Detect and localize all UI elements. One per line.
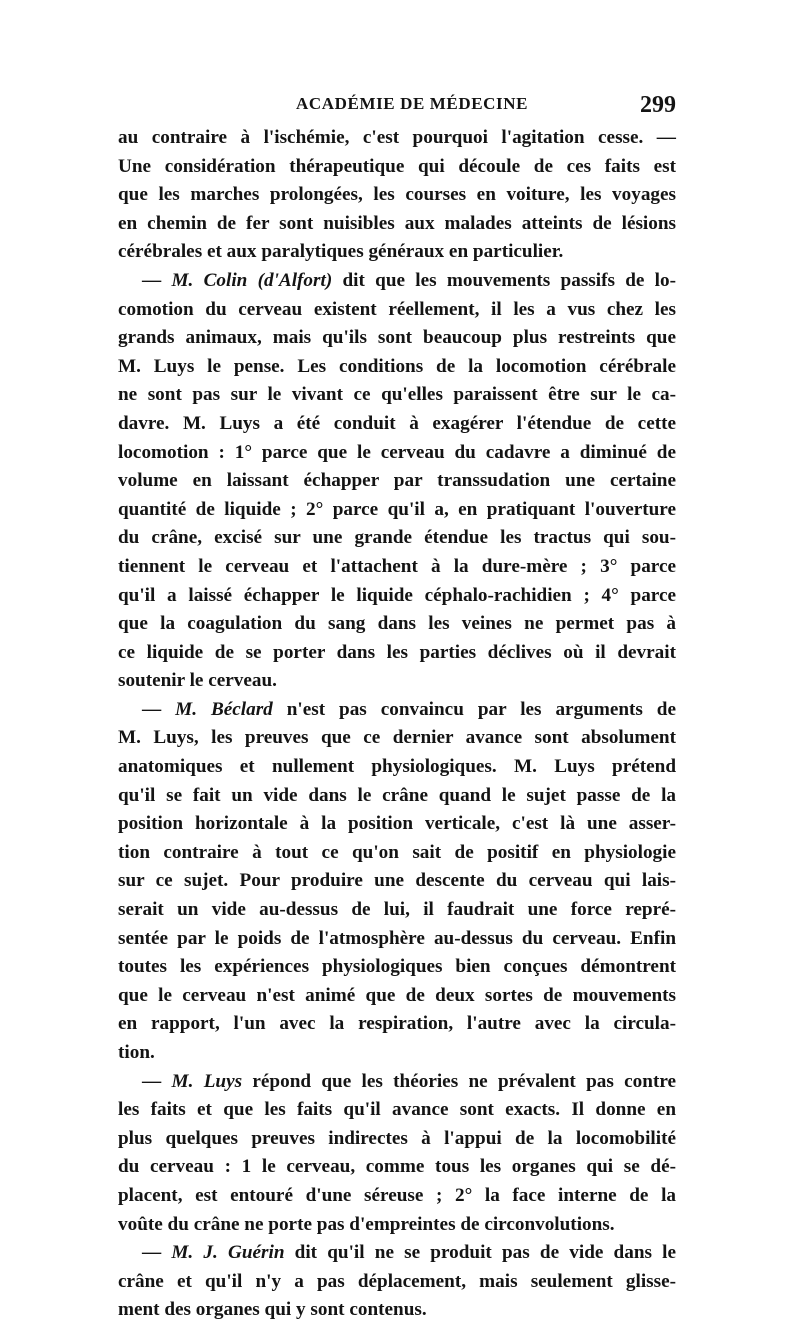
text-line: qu'il a laissé échapper le liquide céphalo-rachidien ; 4° parce bbox=[118, 584, 676, 606]
speaker-name: M. Béclard bbox=[175, 698, 273, 720]
line-rest: dit que les mouvements passifs de lo- bbox=[332, 269, 676, 291]
text-line: au contraire à l'ischémie, c'est pourquoi l'agitation cesse. — bbox=[118, 127, 676, 148]
em-dash: — bbox=[142, 698, 176, 720]
text-line bbox=[118, 1239, 676, 1268]
em-dash: — bbox=[142, 1070, 172, 1092]
text-line: sentée par le poids de l'atmosphère au-dessus du cerveau. Enfin bbox=[118, 927, 676, 949]
text-line bbox=[118, 267, 676, 296]
text-line: en rapport, l'un avec la respiration, l'autre avec la circula- bbox=[118, 1013, 676, 1035]
paragraph-ischemia bbox=[118, 124, 676, 267]
text-line: que le cerveau n'est animé que de deux sortes de mouvements bbox=[118, 984, 676, 1006]
line-rest: dit qu'il ne se produit pas de vide dans le bbox=[284, 1242, 676, 1264]
text-line: placent, est entouré d'une séreuse ; 2° la face interne de la bbox=[118, 1184, 676, 1206]
speaker-name: M. Luys bbox=[171, 1070, 243, 1092]
text-line: crâne et qu'il n'y a pas déplacement, mais seulement glisse- bbox=[118, 1270, 676, 1292]
body-text bbox=[118, 124, 676, 1325]
text-line: tion contraire à tout ce qu'on sait de positif en physiologie bbox=[118, 841, 676, 863]
text-line: anatomiques et nullement physiologiques. M. Luys prétend bbox=[118, 756, 676, 778]
paragraph-guerin bbox=[118, 1239, 676, 1325]
text-line: tion. bbox=[118, 1042, 155, 1063]
text-line: que la coagulation du sang dans les veines ne permet pas à bbox=[118, 613, 676, 635]
text-line: toutes les expériences physiologiques bien conçues démontrent bbox=[118, 956, 676, 978]
text-line: ne sont pas sur le vivant ce qu'elles paraissent être sur le ca- bbox=[118, 384, 676, 406]
text-line: ment des organes qui y sont contenus. bbox=[118, 1299, 427, 1321]
text-line: cérébrales et aux paralytiques généraux en particulier. bbox=[118, 241, 564, 263]
text-line: serait un vide au-dessus de lui, il faudrait une force repré- bbox=[118, 899, 676, 921]
text-line: locomotion : 1° parce que le cerveau du cadavre a diminué de bbox=[118, 441, 676, 463]
text-line bbox=[118, 696, 676, 725]
running-title: ACADÉMIE DE MÉDECINE bbox=[296, 94, 529, 113]
text-line: position horizontale à la position verticale, c'est là une asser- bbox=[118, 813, 676, 835]
text-line: M. Luys, les preuves que ce dernier avance sont absolument bbox=[118, 727, 676, 749]
text-line: comotion du cerveau existent réellement, il les a vus chez les bbox=[118, 298, 676, 320]
text-line: davre. M. Luys a été conduit à exagérer l'étendue de cette bbox=[118, 412, 676, 434]
text-line bbox=[118, 1068, 676, 1097]
text-line: du cerveau : 1 le cerveau, comme tous les organes qui se dé- bbox=[118, 1156, 676, 1178]
text-line: Une considération thérapeutique qui découle de ces faits est bbox=[118, 155, 676, 177]
page-header bbox=[118, 92, 676, 122]
text-line: en chemin de fer sont nuisibles aux malades atteints de lésions bbox=[118, 212, 676, 234]
text-line: voûte du crâne ne porte pas d'empreintes de circonvolutions. bbox=[118, 1213, 615, 1235]
text-line: les faits et que les faits qu'il avance sont exacts. Il donne en bbox=[118, 1099, 676, 1121]
line-rest: répond que les théories ne prévalent pas contre bbox=[242, 1070, 677, 1092]
text-line: plus quelques preuves indirectes à l'appui de la locomobilité bbox=[118, 1127, 676, 1149]
speaker-name: M. J. Guérin bbox=[171, 1242, 285, 1264]
text-line: grands animaux, mais qu'ils sont beaucoup plus restreints que bbox=[118, 327, 676, 349]
text-line: volume en laissant échapper par transsudation une certaine bbox=[118, 470, 676, 492]
line-rest: n'est pas convaincu par les arguments de bbox=[272, 698, 676, 720]
text-line: que les marches prolongées, les courses en voiture, les voyages bbox=[118, 184, 676, 206]
page-number: 299 bbox=[640, 92, 676, 118]
text-line: du crâne, excisé sur une grande étendue les tractus qui sou- bbox=[118, 527, 676, 549]
em-dash: — bbox=[142, 1242, 172, 1264]
text-line: sur ce sujet. Pour produire une descente du cerveau qui lais- bbox=[118, 870, 676, 892]
text-line: soutenir le cerveau. bbox=[118, 670, 277, 692]
paragraph-beclard bbox=[118, 696, 676, 1068]
text-line: M. Luys le pense. Les conditions de la locomotion cérébrale bbox=[118, 355, 676, 377]
paragraph-colin bbox=[118, 267, 676, 696]
text-line: ce liquide de se porter dans les parties déclives où il devrait bbox=[118, 641, 676, 663]
speaker-name: M. Colin (d'Alfort) bbox=[171, 269, 333, 291]
em-dash: — bbox=[142, 269, 172, 291]
paragraph-luys bbox=[118, 1068, 676, 1240]
text-line: tiennent le cerveau et l'attachent à la dure-mère ; 3° parce bbox=[118, 555, 676, 577]
text-line: quantité de liquide ; 2° parce qu'il a, en pratiquant l'ouverture bbox=[118, 498, 676, 520]
text-line: qu'il se fait un vide dans le crâne quand le sujet passe de la bbox=[118, 784, 676, 806]
